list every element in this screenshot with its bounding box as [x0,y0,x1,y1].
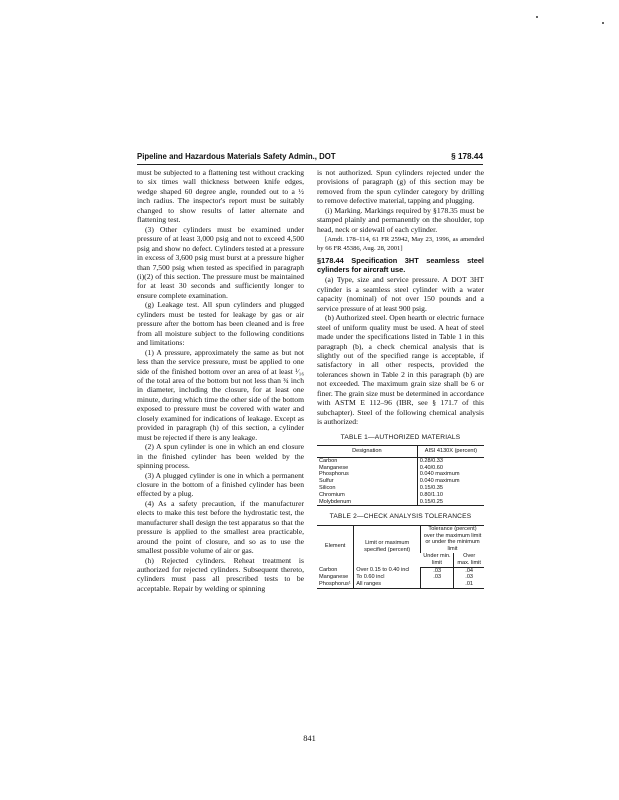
table1-caption: TABLE 1—AUTHORIZED MATERIALS [340,433,461,441]
table-row [317,478,484,485]
table-row [317,485,484,492]
table-row [317,567,484,574]
table2-header-tolerance: Tolerance (percent) over the maximum limit or under the minimum limit [421,525,484,553]
amendment-note: [Amdt. 178–114, 61 FR 25942, May 23, 1996, as amended by 66 FR 45386, Aug. 28, 2001] [317,236,484,252]
table-cell: 0.40/0.60 [417,465,484,472]
table-cell: Carbon [319,567,338,574]
header-rule [137,164,483,165]
table-cell: 0.28/0.33 [417,457,484,464]
table-cell: All ranges [354,581,421,588]
table-row [317,574,484,581]
paragraph: (h) Rejected cylinders. Reheat treatment is authorized for rejected cylinders. Subsequent thereto, cylinders must pass all prescribed tests to be acceptable. Repair by welding or spinning [137,555,304,593]
scan-speck [602,22,604,24]
check-analysis-table [317,525,484,589]
table-cell: 0.040 maximum [417,471,484,478]
table-row [317,581,484,588]
table-cell: Carbon [319,457,338,464]
table-cell: Manganese [319,464,349,471]
table1-header-aisi: AISI 4130X (percent) [417,446,484,458]
table-cell: 0.15/0.35 [417,485,484,492]
table-cell: Phosphorus¹ [317,581,354,588]
table-cell: 0.80/1.10 [417,492,484,499]
table-cell: Manganese [319,574,349,581]
page-number: 841 [303,734,316,743]
table-cell [421,581,454,588]
table-cell: Chromium [319,491,345,498]
section-heading: §178.44 Specification 3HT seamless steel cylinders for aircraft use. [317,256,484,275]
table-cell: .03 [421,574,454,581]
table-cell: Sulfur [319,478,334,485]
paragraph: must be subjected to a flattening test without cracking to six times wall thickness between knife edges, wedge shaped 60 degree angle, rounded out to a ½ inch radius. The inspector's report must be suitably changed to show results of latter alternate and flattening test. [137,168,304,225]
running-header [137,152,483,166]
paragraph: (4) As a safety precaution, if the manufacturer elects to make this test before the hydrostatic test, the manufacturer shall design the test apparatus so that the pressure is applied to the smallest area practicable, around the point of closure, and so as to use the smallest possible volume of air or gas. [137,498,304,556]
table-row [317,457,484,464]
table-row [317,465,484,472]
table2-header-limit: Limit or maximum specified (percent) [354,525,421,567]
authorized-materials-table [317,445,484,506]
scan-speck [536,16,538,18]
left-column [137,168,304,593]
table-cell: 0.15/0.25 [417,499,484,506]
table-cell: .03 [454,574,484,581]
table1-header-designation: Designation [317,446,417,458]
paragraph: (a) Type, size and service pressure. A DOT 3HT cylinder is a seamless steel cylinder with a water capacity (nominal) of not over 150 pounds and a service pressure of at least 900 psig. [317,275,484,313]
table-row [317,471,484,478]
table-cell: To 0.60 incl [354,574,421,581]
table-cell: Phosphorus [319,471,349,478]
table-row [317,492,484,499]
table2-header-element: Element [317,525,354,567]
table-cell: Silicon [319,485,336,492]
table-cell: Molybdenum [317,499,417,506]
table-cell: .03 [421,567,454,574]
paragraph: (3) Other cylinders must be examined under pressure of at least 3,000 psig and not to exceed 4,500 psig and show no defect. Cylinders tested at a pressure in excess of 3,600 psig must burst at a pressure higher than 7,500 psig when tested as specified in paragraph (i)(2) of this section. The pressure must be maintained for at least 30 seconds and sufficiently longer to ensure complete examination. [137,224,304,300]
table1-body [317,457,484,506]
paragraph: (i) Marking. Markings required by §178.35 must be stamped plainly and permanently on the shoulder, top head, neck or sidewall of each cylinder. [317,205,484,234]
section-number: § 178.44 [451,152,483,161]
paragraph: (1) A pressure, approximately the same as but not less than the service pressure, must be applied to one side of the finished bottom over an area of at least ¹⁄₁₆ of the total area of the bottom but not less than ¾ inch in diameter, including the closure, for at least one minute, during which time the other side of the bottom exposed to pressure must be covered with water and closely examined for indications of leakage. Except as provided in paragraph (h) of this section, a cylinder must be rejected if there is any leakage. [137,347,304,442]
paragraph: (b) Authorized steel. Open hearth or electric furnace steel of uniform quality must be used. A heat of steel made under the specifications listed in Table 1 in this paragraph (b), a check chemical analysis that is slightly out of the specified range is acceptable, if satisfactory in all other respects, provided the tolerances shown in Table 2 in this paragraph (b) are not exceeded. The maximum grain size shall be 6 or finer. The grain size must be determined in accordance with ASTM E 112–96 (IBR, see § 171.7 of this subchapter). Steel of the following chemical analysis is authorized: [317,313,484,427]
running-title: Pipeline and Hazardous Materials Safety Admin., DOT [137,152,336,161]
table-cell: .04 [454,567,484,574]
table2-header-over: Over max. limit [454,553,484,567]
paragraph: (3) A plugged cylinder is one in which a permanent closure in the bottom of a finished cylinder has been effected by a plug. [137,470,304,499]
paragraph: (g) Leakage test. All spun cylinders and plugged cylinders must be tested for leakage by gas or air pressure after the bottom has been cleaned and is free from all moisture subject to the following conditions and limitations: [137,300,304,348]
table-cell: .01 [454,581,484,588]
table-cell: Over 0.15 to 0.40 incl [354,567,421,574]
table2-caption: TABLE 2—CHECK ANALYSIS TOLERANCES [329,513,472,521]
paragraph: is not authorized. Spun cylinders rejected under the provisions of paragraph (g) of this section may be removed from the spun cylinder category by drilling to remove defective material, tapping and plugging. [317,168,484,206]
table2-body [317,567,484,588]
table-cell: 0.040 maximum [417,478,484,485]
right-column [317,168,484,589]
paragraph: (2) A spun cylinder is one in which an end closure in the finished cylinder has been welded by the spinning process. [137,442,304,471]
table-row [317,499,484,506]
table2-header-under: Under min. limit [421,553,454,567]
